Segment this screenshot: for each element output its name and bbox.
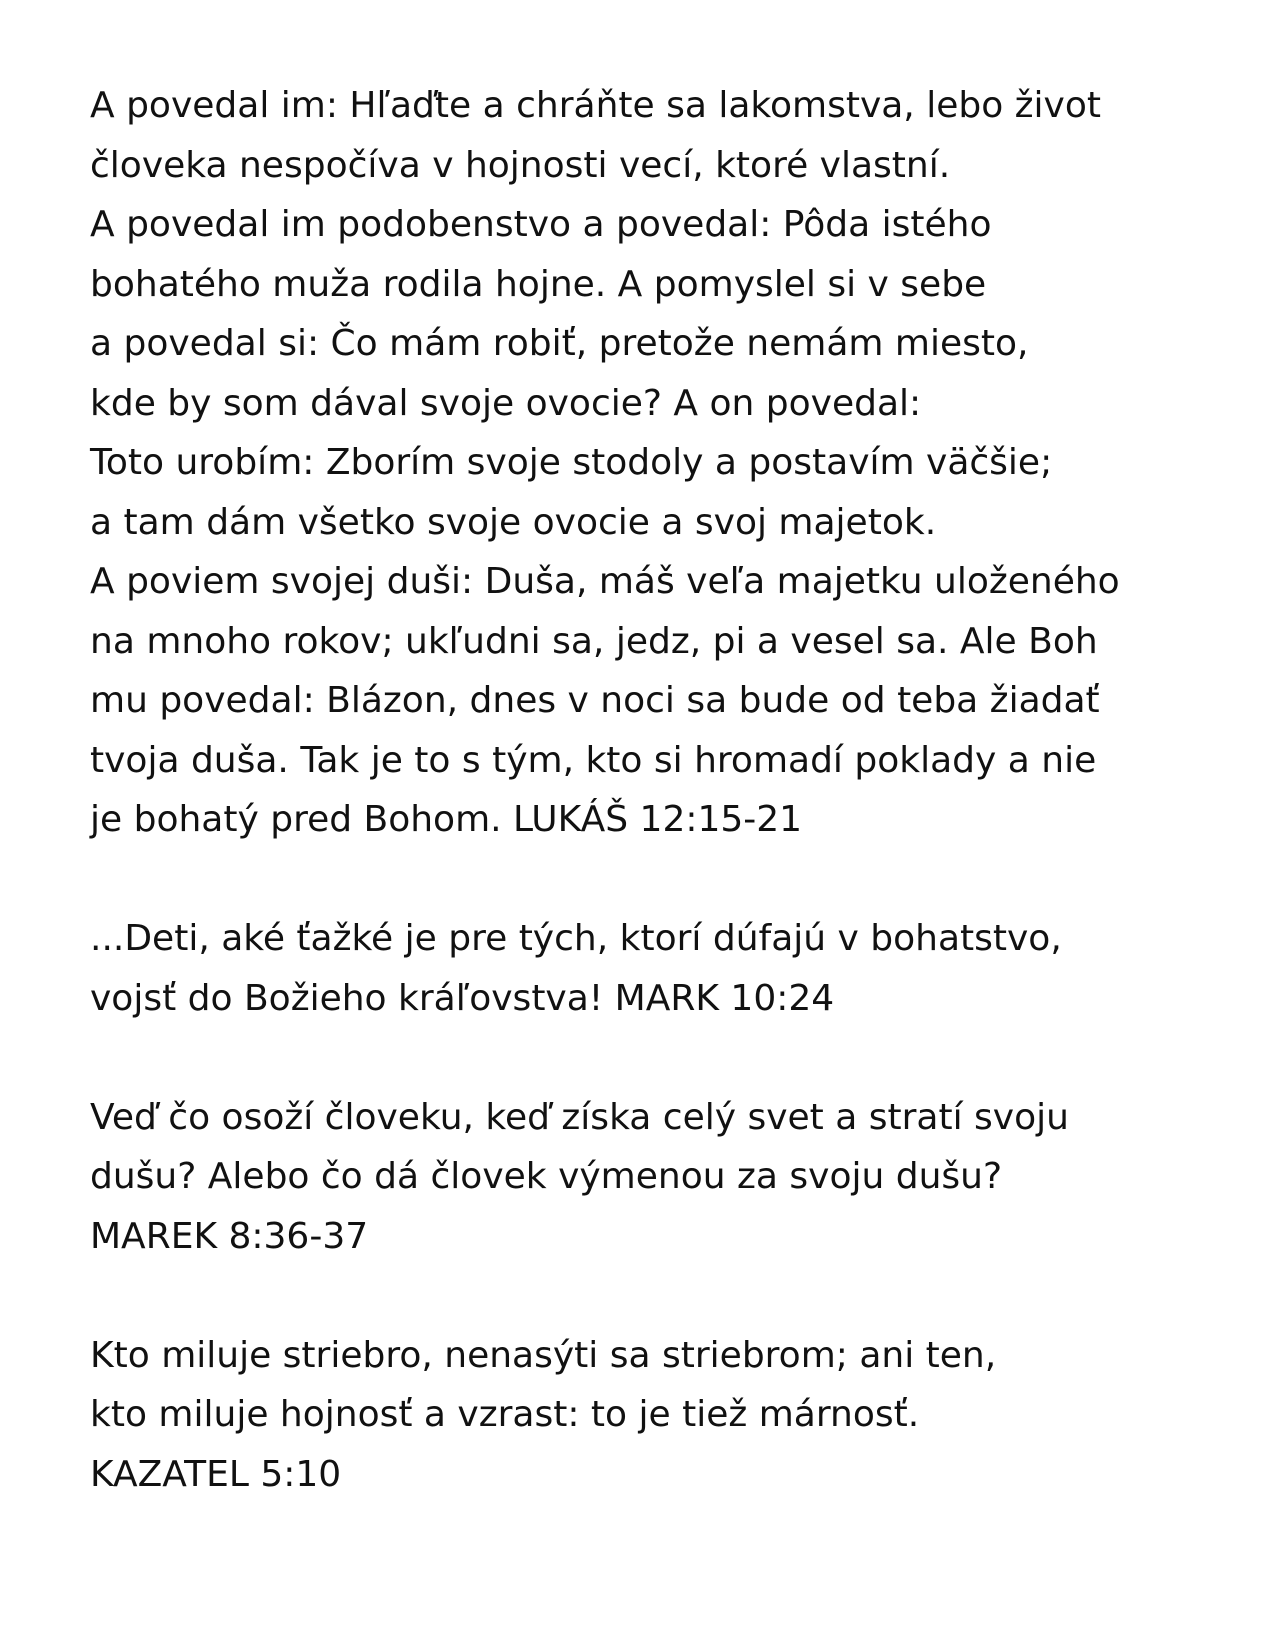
text-line: kde by som dával svoje ovocie? A on povedal: [90, 382, 922, 424]
text-line: a tam dám všetko svoje ovocie a svoj majetok. [90, 501, 937, 543]
paragraph-spacer [90, 1266, 1250, 1326]
text-line: je bohatý pred Bohom. LUKÁŠ 12:15-21 [90, 799, 803, 840]
paragraph-mark-10 [90, 909, 1250, 1028]
text-line: kto miluje hojnosť a vzrast: to je tiež márnosť. [90, 1394, 920, 1435]
text-line: na mnoho rokov; ukľudni sa, jedz, pi a vesel sa. Ale Boh [90, 620, 1098, 662]
text-line: bohatého muža rodila hojne. A pomyslel si v sebe [90, 263, 987, 305]
text-line: Toto urobím: Zborím svoje stodoly a postavím väčšie; [90, 442, 1053, 483]
text-line: A poviem svojej duši: Duša, máš veľa majetku uloženého [90, 561, 1120, 602]
text-line: a povedal si: Čo mám robiť, pretože nemám miesto, [90, 323, 1029, 364]
text-line: Kto miluje striebro, nenasýti sa striebrom; ani ten, [90, 1334, 997, 1376]
paragraph-spacer [90, 1028, 1250, 1088]
text-line: tvoja duša. Tak je to s tým, kto si hromadí poklady a nie [90, 739, 1097, 781]
document-page [90, 76, 1250, 1504]
text-line: človeka nespočíva v hojnosti vecí, ktoré vlastní. [90, 144, 951, 186]
text-line: ...Deti, aké ťažké je pre tých, ktorí dúfajú v bohatstvo, [90, 918, 1062, 959]
text-line: vojsť do Božieho kráľovstva! MARK 10:24 [90, 977, 835, 1019]
paragraph-ecclesiastes-5 [90, 1326, 1250, 1505]
text-line: mu povedal: Blázon, dnes v noci sa bude od teba žiadať [90, 680, 1100, 721]
paragraph-spacer [90, 850, 1250, 910]
text-line: Veď čo osoží človeku, keď získa celý svet a stratí svoju [90, 1096, 1069, 1138]
text-line: A povedal im: Hľaďte a chráňte sa lakomstva, lebo život [90, 85, 1102, 126]
paragraph-mark-8 [90, 1088, 1250, 1267]
text-line: MAREK 8:36-37 [90, 1215, 369, 1257]
paragraph-luke-12 [90, 76, 1250, 850]
text-line: A povedal im podobenstvo a povedal: Pôda istého [90, 204, 992, 245]
text-line: dušu? Alebo čo dá človek výmenou za svoju dušu? [90, 1156, 1003, 1197]
text-line: KAZATEL 5:10 [90, 1453, 342, 1495]
